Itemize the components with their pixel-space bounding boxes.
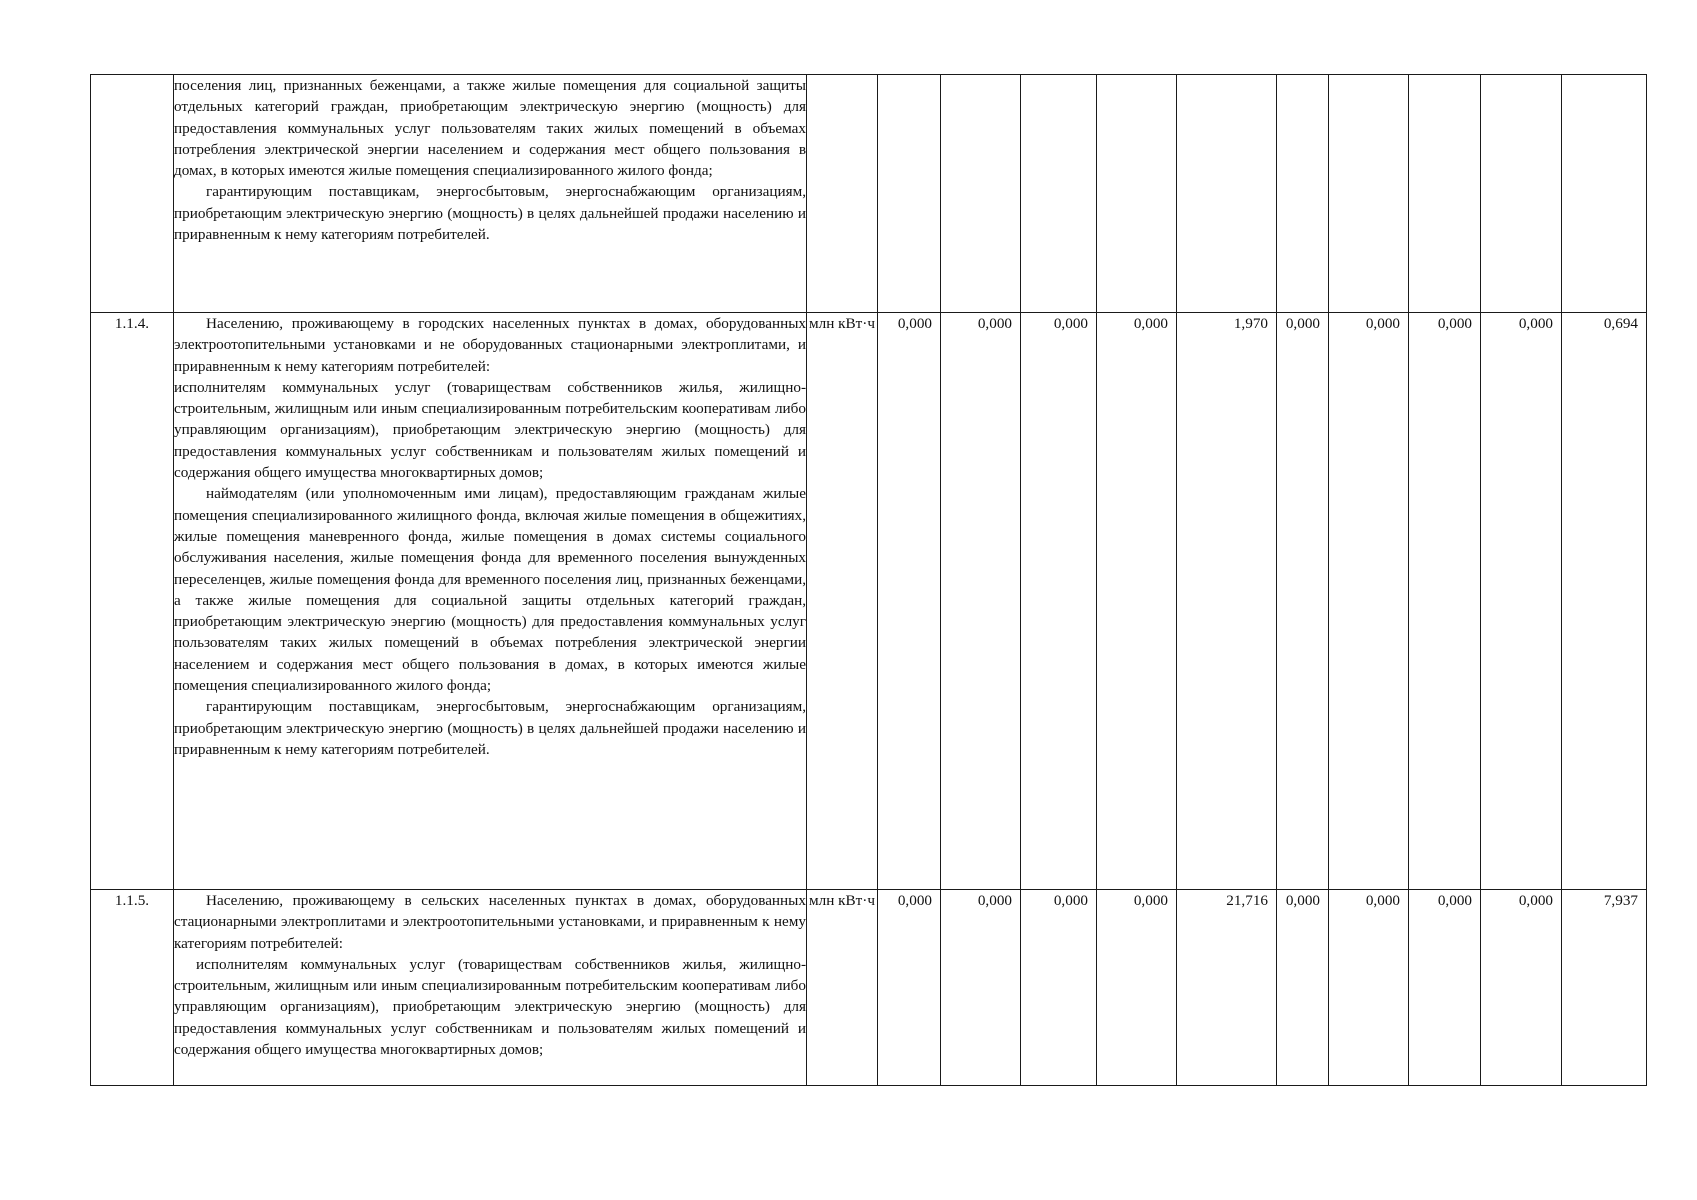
row-description <box>174 75 807 313</box>
value-cell <box>941 75 1021 313</box>
value-cell <box>1481 75 1562 313</box>
value-cell: 0,000 <box>1097 313 1177 890</box>
value-cell: 0,000 <box>941 890 1021 1086</box>
value-cell: 0,000 <box>1329 890 1409 1086</box>
description-paragraph: исполнителям коммунальных услуг (товариществам собственников жилья, жилищно-строительным, жилищным или иным специализированным потребительским кооперативам либо управляющим организациям), приобретающим электрическую энергию (мощность) для предоставления коммунальных услуг собственникам и пользователям жилых помещений и содержания общего имущества многоквартирных домов; <box>174 955 806 1059</box>
value-cell: 0,000 <box>1481 890 1562 1086</box>
unit-cell: млн кВт·ч <box>807 890 878 1086</box>
value-cell <box>1097 75 1177 313</box>
tariff-volume-table <box>90 74 1647 1086</box>
row-number <box>91 75 174 313</box>
value-cell: 21,716 <box>1177 890 1277 1086</box>
value-cell: 0,000 <box>878 890 941 1086</box>
value-cell <box>1409 75 1481 313</box>
table-row <box>91 890 1647 1086</box>
value-cell: 0,000 <box>1097 890 1177 1086</box>
table-row <box>91 75 1647 313</box>
value-cell: 0,000 <box>941 313 1021 890</box>
row-number: 1.1.4. <box>91 313 174 890</box>
unit-cell: млн кВт·ч <box>807 313 878 890</box>
description-paragraph: гарантирующим поставщикам, энергосбытовым, энергоснабжающим организациям, приобретающим электрическую энергию (мощность) в целях дальнейшей продажи населению и приравненным к нему категориям потребителей. <box>174 183 806 244</box>
value-cell <box>1329 75 1409 313</box>
value-cell: 0,000 <box>1277 313 1329 890</box>
value-cell <box>878 75 941 313</box>
value-cell <box>1177 75 1277 313</box>
row-description <box>174 313 807 890</box>
value-cell: 0,000 <box>1329 313 1409 890</box>
description-paragraph: гарантирующим поставщикам, энергосбытовым, энергоснабжающим организациям, приобретающим электрическую энергию (мощность) в целях дальнейшей продажи населению и приравненным к нему категориям потребителей. <box>174 698 806 758</box>
description-paragraph: поселения лиц, признанных беженцами, а также жилые помещения для социальной защиты отдельных категорий граждан, приобретающим электрическую энергию (мощность) для предоставления коммунальных услуг пользователям таких жилых помещений в объемах потребления электрической энергии населением и содержания мест общего пользования в домах, в которых имеются жилые помещения специализированного жилого фонда; <box>174 77 806 180</box>
value-cell: 0,694 <box>1562 313 1647 890</box>
value-cell <box>1021 75 1097 313</box>
description-paragraph: Населению, проживающему в сельских населенных пунктах в домах, оборудованных стационарными электроплитами и электроотопительными установками, и приравненным к нему категориям потребителей: <box>174 892 806 952</box>
description-paragraph: наймодателям (или уполномоченным ими лицам), предоставляющим гражданам жилые помещения специализированного жилищного фонда, включая жилые помещения в общежитиях, жилые помещения маневренного фонда, жилые помещения в домах системы социального обслуживания населения, жилые помещения фонда для временного поселения вынужденных переселенцев, жилые помещения фонда для временного поселения лиц, признанных беженцами, а также жилые помещения для социальной защиты отдельных категорий граждан, приобретающим электрическую энергию (мощность) для предоставления коммунальных услуг пользователям таких жилых помещений в объемах потребления электрической энергии населением и содержания мест общего пользования в домах, в которых имеются жилые помещения специализированного жилого фонда; <box>174 485 806 695</box>
value-cell: 0,000 <box>1481 313 1562 890</box>
value-cell: 1,970 <box>1177 313 1277 890</box>
description-paragraph: исполнителям коммунальных услуг (товариществам собственников жилья, жилищно-строительным, жилищным или иным специализированным потребительским кооперативам либо управляющим организациям), приобретающим электрическую энергию (мощность) для предоставления коммунальных услуг собственникам и пользователям жилых помещений и содержания общего имущества многоквартирных домов; <box>174 378 806 482</box>
row-number: 1.1.5. <box>91 890 174 1086</box>
unit-cell <box>807 75 878 313</box>
description-paragraph: Населению, проживающему в городских населенных пунктах в домах, оборудованных электроотопительными установками и не оборудованных стационарными электроплитами, и приравненным к нему категориям потребителей: <box>174 315 806 375</box>
value-cell: 0,000 <box>878 313 941 890</box>
value-cell: 0,000 <box>1021 890 1097 1086</box>
value-cell: 0,000 <box>1021 313 1097 890</box>
value-cell: 0,000 <box>1277 890 1329 1086</box>
table-row <box>91 313 1647 890</box>
value-cell <box>1277 75 1329 313</box>
row-description <box>174 890 807 1086</box>
value-cell: 7,937 <box>1562 890 1647 1086</box>
value-cell: 0,000 <box>1409 890 1481 1086</box>
value-cell: 0,000 <box>1409 313 1481 890</box>
value-cell <box>1562 75 1647 313</box>
